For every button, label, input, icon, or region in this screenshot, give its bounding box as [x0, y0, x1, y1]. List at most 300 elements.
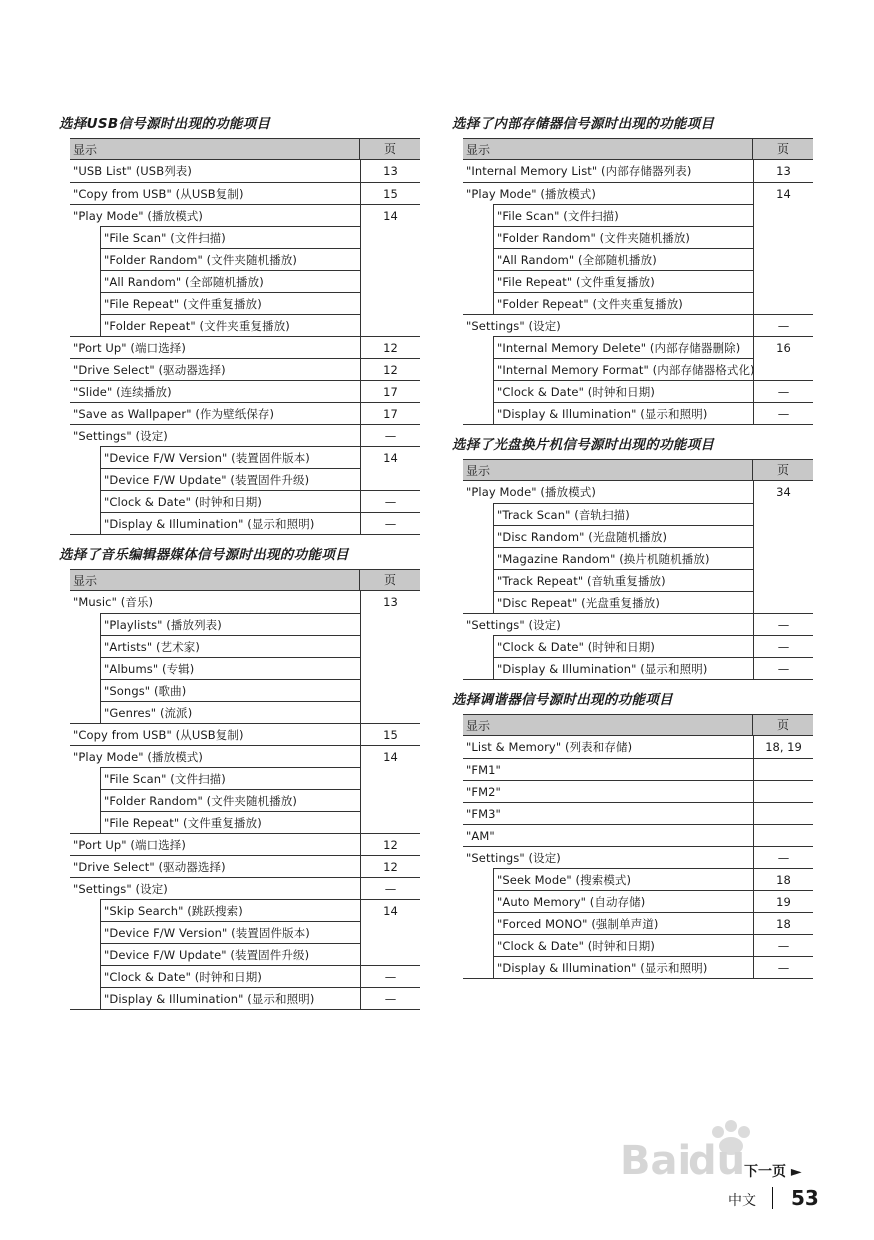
row-label: "Copy from USB" (从USB复制)	[70, 182, 360, 204]
table-row	[70, 921, 420, 943]
row-page-number: 13	[383, 164, 398, 178]
section-title: 选择了光盘换片机信号源时出现的功能项目	[452, 437, 715, 453]
row-label: "Genres" (流派)	[100, 701, 360, 723]
row-page-cell	[753, 613, 813, 635]
row-page-number: 18	[776, 917, 791, 931]
row-label-cell	[463, 824, 753, 846]
row-indent	[463, 569, 493, 591]
table-row	[70, 657, 420, 679]
row-label-cell	[463, 890, 753, 912]
row-label: "Settings" (设定)	[70, 877, 360, 899]
row-label-cell	[70, 204, 360, 226]
row-label: "USB List" (USB列表)	[73, 164, 192, 178]
row-label: "Folder Repeat" (文件夹重复播放)	[100, 314, 360, 336]
row-page-cell	[753, 204, 813, 226]
row-label-cell	[463, 912, 753, 934]
row-label-cell	[463, 481, 753, 503]
row-label-cell	[70, 402, 360, 424]
table-row	[463, 226, 813, 248]
table-row	[70, 811, 420, 833]
row-indent	[70, 446, 100, 468]
row-label-cell	[70, 635, 360, 657]
row-label: "Track Scan" (音轨扫描)	[493, 503, 753, 525]
row-indent	[463, 402, 493, 424]
row-page-cell	[753, 481, 813, 503]
row-page-number: —	[777, 407, 790, 421]
function-table	[463, 138, 813, 425]
row-indent	[463, 380, 493, 402]
row-indent	[463, 292, 493, 314]
row-label-cell	[463, 182, 753, 204]
row-label-cell	[70, 182, 360, 204]
row-page-number: 17	[383, 385, 398, 399]
row-indent	[463, 204, 493, 226]
table-row	[70, 226, 420, 248]
row-page-number: —	[777, 385, 790, 399]
table-row	[463, 547, 813, 569]
table-row	[70, 468, 420, 490]
row-indent	[70, 701, 100, 723]
row-page-number: 15	[383, 187, 398, 201]
table-row	[463, 358, 813, 380]
row-indent	[463, 890, 493, 912]
table-row	[70, 965, 420, 987]
table-row	[463, 569, 813, 591]
table-row	[70, 182, 420, 204]
function-table	[70, 138, 420, 535]
row-page-number: —	[777, 961, 790, 975]
row-indent	[463, 868, 493, 890]
row-page-number: 14	[383, 904, 398, 918]
row-label-cell	[70, 789, 360, 811]
row-indent	[70, 248, 100, 270]
row-page-number: —	[777, 851, 790, 865]
row-label: "File Repeat" (文件重复播放)	[100, 811, 360, 833]
row-page-cell	[360, 182, 420, 204]
table-row	[463, 182, 813, 204]
row-label: "Drive Select" (驱动器选择)	[70, 855, 360, 877]
row-label: "Play Mode" (播放模式)	[466, 485, 596, 499]
row-indent	[70, 811, 100, 833]
row-label: "Clock & Date" (时钟和日期)	[100, 490, 360, 512]
row-page-cell	[360, 160, 420, 182]
row-page-cell	[360, 701, 420, 723]
row-indent	[70, 314, 100, 336]
row-page-cell	[360, 723, 420, 745]
row-label: "Settings" (设定)	[463, 846, 753, 868]
row-page-cell	[360, 446, 420, 468]
function-section	[452, 692, 813, 979]
table-row	[463, 402, 813, 424]
language-label: 中文	[728, 1193, 756, 1209]
row-page-cell	[360, 943, 420, 965]
row-page-number: —	[777, 618, 790, 632]
row-indent	[463, 956, 493, 978]
row-page-cell	[753, 402, 813, 424]
row-label-cell	[70, 987, 360, 1009]
row-page-cell	[360, 380, 420, 402]
row-page-number: 14	[383, 451, 398, 465]
right-column	[452, 116, 813, 991]
row-label-cell	[70, 336, 360, 358]
table-row	[70, 160, 420, 182]
row-label: "Device F/W Update" (装置固件升级)	[100, 468, 360, 490]
row-label: "Display & Illumination" (显示和照明)	[493, 657, 753, 679]
row-label-cell	[70, 380, 360, 402]
row-page-cell	[753, 525, 813, 547]
function-section	[452, 437, 813, 680]
row-label-cell	[463, 270, 753, 292]
table-row	[70, 204, 420, 226]
row-label-cell	[70, 833, 360, 855]
table-row	[70, 679, 420, 701]
row-label: "Copy from USB" (从USB复制)	[70, 723, 360, 745]
row-indent	[463, 226, 493, 248]
row-label: "Settings" (设定)	[463, 314, 753, 336]
table-row	[70, 270, 420, 292]
table-row	[70, 877, 420, 899]
row-label-cell	[463, 336, 753, 358]
row-label-cell	[70, 855, 360, 877]
row-page-cell	[753, 160, 813, 182]
header-display: 显示	[463, 460, 753, 480]
row-page-number: 12	[383, 341, 398, 355]
row-page-cell	[753, 780, 813, 802]
header-page: 页	[776, 142, 789, 156]
row-label-cell	[70, 292, 360, 314]
row-page-number: —	[384, 882, 397, 896]
table-row	[463, 846, 813, 868]
table-row	[463, 248, 813, 270]
table-row	[70, 292, 420, 314]
row-page-number: —	[777, 939, 790, 953]
row-page-cell	[753, 380, 813, 402]
row-label: "Artists" (艺术家)	[100, 635, 360, 657]
row-page-number: —	[777, 662, 790, 676]
table-row	[70, 723, 420, 745]
section-title: 选择了音乐编辑器媒体信号源时出现的功能项目	[59, 547, 349, 563]
row-label: "Play Mode" (播放模式)	[70, 204, 360, 226]
row-indent	[463, 657, 493, 679]
row-label-cell	[70, 723, 360, 745]
left-column	[59, 116, 420, 1022]
row-label: "Magazine Random" (换片机随机播放)	[493, 547, 753, 569]
table-row	[463, 758, 813, 780]
row-indent	[463, 358, 493, 380]
row-label-cell	[463, 802, 753, 824]
row-page-cell	[753, 336, 813, 358]
row-page-number: 12	[383, 838, 398, 852]
table-row	[70, 424, 420, 446]
function-section	[452, 116, 813, 425]
table-row	[70, 380, 420, 402]
row-label: "Clock & Date" (时钟和日期)	[100, 965, 360, 987]
row-label: "FM2"	[463, 780, 753, 802]
row-label: "Display & Illumination" (显示和照明)	[493, 402, 753, 424]
row-label: "All Random" (全部随机播放)	[100, 270, 360, 292]
svg-text:du: du	[688, 1138, 746, 1184]
row-label-cell	[70, 613, 360, 635]
row-label-cell	[70, 468, 360, 490]
table-row	[463, 934, 813, 956]
header-page: 页	[383, 573, 396, 587]
row-label: "Settings" (设定)	[70, 424, 360, 446]
header-display: 显示	[463, 715, 753, 735]
row-page-number: 14	[383, 209, 398, 223]
row-label-cell	[463, 204, 753, 226]
table-row	[463, 912, 813, 934]
row-label-cell	[70, 657, 360, 679]
row-label-cell	[463, 314, 753, 336]
function-section	[59, 547, 420, 1010]
row-page-cell	[753, 358, 813, 380]
table-row	[463, 270, 813, 292]
row-label: "Clock & Date" (时钟和日期)	[493, 934, 753, 956]
table-row	[463, 890, 813, 912]
row-page-cell	[360, 226, 420, 248]
row-page-cell	[753, 736, 813, 758]
row-label-cell	[463, 160, 753, 182]
table-row	[463, 780, 813, 802]
table-row	[463, 657, 813, 679]
row-page-cell	[360, 833, 420, 855]
row-indent	[463, 270, 493, 292]
table-row	[463, 802, 813, 824]
row-page-cell	[360, 789, 420, 811]
row-label-cell	[463, 292, 753, 314]
row-label-cell	[463, 380, 753, 402]
row-indent	[463, 934, 493, 956]
table-row	[70, 833, 420, 855]
row-page-cell	[753, 292, 813, 314]
row-label-cell	[463, 635, 753, 657]
header-page: 页	[776, 463, 789, 477]
row-label: "Display & Illumination" (显示和照明)	[100, 512, 360, 534]
row-label-cell	[463, 613, 753, 635]
table-header-row	[463, 459, 813, 481]
table-row	[70, 899, 420, 921]
row-label-cell	[463, 569, 753, 591]
row-label: "Forced MONO" (强制单声道)	[493, 912, 753, 934]
row-label-cell	[70, 160, 360, 182]
row-page-cell	[360, 987, 420, 1009]
row-label-cell	[463, 402, 753, 424]
row-page-cell	[360, 591, 420, 613]
row-page-number: 18	[776, 873, 791, 887]
row-label: "Display & Illumination" (显示和照明)	[100, 987, 360, 1009]
table-row	[463, 956, 813, 978]
row-page-cell	[753, 226, 813, 248]
function-table	[463, 459, 813, 680]
row-indent	[70, 767, 100, 789]
row-label-cell	[70, 679, 360, 701]
row-label: "FM1"	[463, 758, 753, 780]
table-row	[463, 736, 813, 758]
row-page-cell	[360, 292, 420, 314]
row-label-cell	[463, 934, 753, 956]
row-indent	[70, 226, 100, 248]
row-label-cell	[463, 758, 753, 780]
row-label: "Device F/W Update" (装置固件升级)	[100, 943, 360, 965]
row-label: "Device F/W Version" (装置固件版本)	[100, 921, 360, 943]
row-label-cell	[70, 270, 360, 292]
row-label-cell	[70, 943, 360, 965]
row-label: "File Scan" (文件扫描)	[100, 767, 360, 789]
row-page-cell	[753, 569, 813, 591]
row-page-number: —	[384, 517, 397, 531]
table-row	[70, 446, 420, 468]
row-label: "Music" (音乐)	[73, 595, 154, 609]
row-page-cell	[753, 802, 813, 824]
row-page-cell	[360, 613, 420, 635]
row-label: "File Repeat" (文件重复播放)	[493, 270, 753, 292]
row-page-cell	[360, 745, 420, 767]
row-label: "Settings" (设定)	[463, 613, 753, 635]
row-label: "Skip Search" (跳跃搜索)	[100, 899, 360, 921]
row-page-cell	[753, 846, 813, 868]
row-page-cell	[360, 204, 420, 226]
row-label: "Save as Wallpaper" (作为壁纸保存)	[70, 402, 360, 424]
row-label-cell	[463, 657, 753, 679]
row-page-cell	[360, 877, 420, 899]
function-table	[463, 714, 813, 979]
row-label: "Device F/W Version" (装置固件版本)	[100, 446, 360, 468]
row-label: "List & Memory" (列表和存储)	[466, 740, 633, 754]
table-row	[70, 767, 420, 789]
row-page-cell	[360, 336, 420, 358]
row-page-cell	[360, 635, 420, 657]
row-label: "Folder Random" (文件夹随机播放)	[100, 789, 360, 811]
row-label-cell	[70, 248, 360, 270]
table-row	[463, 591, 813, 613]
row-indent	[463, 525, 493, 547]
row-indent	[463, 591, 493, 613]
svg-text:Bai: Bai	[620, 1138, 692, 1184]
row-indent	[70, 789, 100, 811]
row-page-cell	[753, 314, 813, 336]
row-page-number: —	[384, 495, 397, 509]
row-page-cell	[360, 767, 420, 789]
row-page-cell	[753, 591, 813, 613]
row-page-cell	[360, 657, 420, 679]
row-label-cell	[463, 591, 753, 613]
row-indent	[463, 336, 493, 358]
row-page-number: 18, 19	[765, 740, 802, 754]
row-label-cell	[70, 811, 360, 833]
row-indent	[70, 512, 100, 534]
row-label-cell	[70, 226, 360, 248]
row-label-cell	[70, 424, 360, 446]
table-header-row	[70, 138, 420, 160]
table-header-row	[463, 714, 813, 736]
table-row	[70, 855, 420, 877]
row-page-cell	[753, 890, 813, 912]
row-label-cell	[70, 767, 360, 789]
row-label: "Auto Memory" (自动存储)	[493, 890, 753, 912]
table-row	[463, 380, 813, 402]
row-indent	[463, 248, 493, 270]
table-header-row	[70, 569, 420, 591]
row-label-cell	[70, 358, 360, 380]
row-label-cell	[70, 745, 360, 767]
row-page-cell	[360, 899, 420, 921]
row-label-cell	[70, 446, 360, 468]
row-label: "Internal Memory List" (内部存储器列表)	[466, 164, 692, 178]
table-row	[70, 701, 420, 723]
row-label-cell	[70, 701, 360, 723]
row-label: "FM3"	[463, 802, 753, 824]
row-label-cell	[463, 547, 753, 569]
row-page-number: 13	[776, 164, 791, 178]
row-label-cell	[463, 868, 753, 890]
table-row	[70, 248, 420, 270]
table-row	[463, 481, 813, 503]
row-label: "File Repeat" (文件重复播放)	[100, 292, 360, 314]
header-display: 显示	[463, 139, 753, 159]
row-page-cell	[753, 182, 813, 204]
row-label: "Songs" (歌曲)	[100, 679, 360, 701]
row-label-cell	[70, 877, 360, 899]
row-label: "Folder Repeat" (文件夹重复播放)	[493, 292, 753, 314]
row-label: "Clock & Date" (时钟和日期)	[493, 380, 753, 402]
row-page-cell	[360, 512, 420, 534]
table-row	[463, 204, 813, 226]
table-row	[70, 987, 420, 1009]
table-row	[70, 745, 420, 767]
row-indent	[70, 921, 100, 943]
row-page-cell	[360, 490, 420, 512]
row-label: "Display & Illumination" (显示和照明)	[493, 956, 753, 978]
table-row	[70, 336, 420, 358]
row-page-number: 34	[776, 485, 791, 499]
table-row	[463, 292, 813, 314]
row-label-cell	[463, 358, 753, 380]
function-section	[59, 116, 420, 535]
table-row	[463, 336, 813, 358]
row-page-cell	[753, 248, 813, 270]
row-label-cell	[70, 921, 360, 943]
row-page-cell	[753, 635, 813, 657]
row-label: "Drive Select" (驱动器选择)	[70, 358, 360, 380]
row-page-number: —	[777, 640, 790, 654]
row-indent	[463, 912, 493, 934]
row-page-cell	[753, 657, 813, 679]
table-row	[463, 635, 813, 657]
row-indent	[70, 270, 100, 292]
header-display: 显示	[70, 139, 360, 159]
row-label: "File Scan" (文件扫描)	[100, 226, 360, 248]
table-row	[463, 314, 813, 336]
row-indent	[70, 635, 100, 657]
header-page: 页	[776, 718, 789, 732]
row-label: "Play Mode" (播放模式)	[463, 182, 753, 204]
row-page-number: —	[384, 992, 397, 1006]
row-indent	[70, 657, 100, 679]
header-page: 页	[383, 142, 396, 156]
row-page-cell	[360, 402, 420, 424]
row-page-cell	[360, 811, 420, 833]
row-label-cell	[463, 248, 753, 270]
row-page-cell	[753, 956, 813, 978]
row-indent	[70, 679, 100, 701]
section-title: 选择USB信号源时出现的功能项目	[59, 116, 271, 132]
row-page-number: 12	[383, 860, 398, 874]
table-row	[70, 402, 420, 424]
row-label: "AM"	[463, 824, 753, 846]
row-label: "Disc Repeat" (光盘重复播放)	[493, 591, 753, 613]
table-row	[463, 868, 813, 890]
row-label-cell	[70, 512, 360, 534]
